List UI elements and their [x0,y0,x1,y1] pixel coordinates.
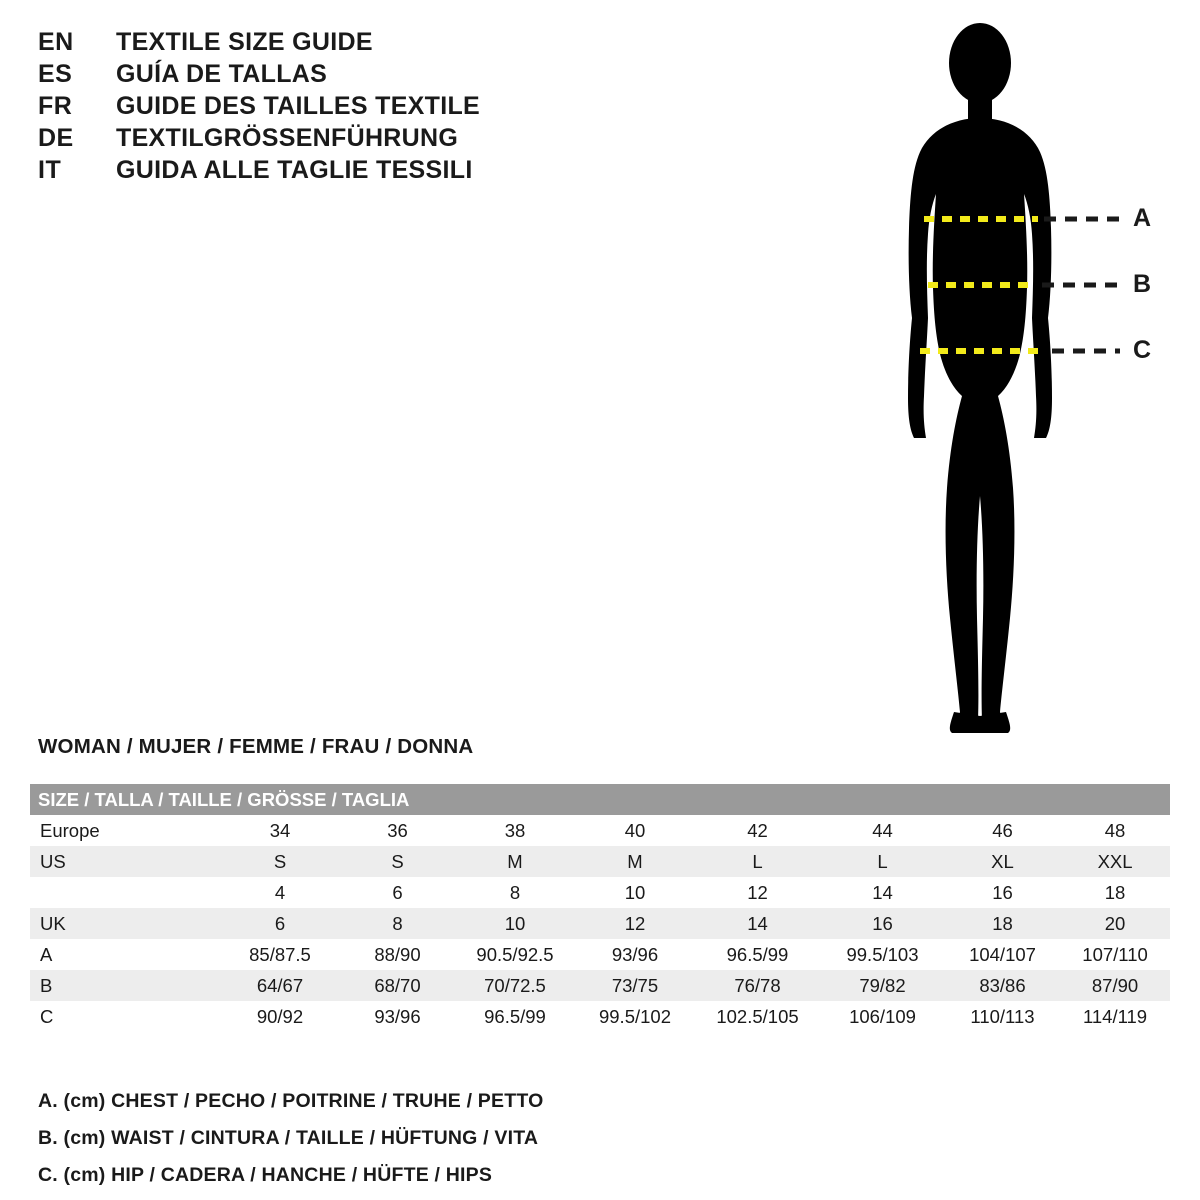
cell-europe-0: 34 [220,815,340,846]
cell-europe-6: 46 [945,815,1060,846]
cell-b-5: 79/82 [820,970,945,1001]
cell-usnum-5: 14 [820,877,945,908]
table-row [30,939,1170,970]
cell-a-6: 104/107 [945,939,1060,970]
cell-europe-3: 40 [575,815,695,846]
cell-us-0: S [220,846,340,877]
title-row-fr [38,92,598,121]
footnote-b: B. (cm) WAIST / CINTURA / TAILLE / HÜFTUNG / VITA [38,1127,539,1149]
table-row [30,877,1170,908]
cell-usnum-1: 6 [340,877,455,908]
cell-c-7: 114/119 [1060,1001,1170,1032]
cell-b-3: 73/75 [575,970,695,1001]
table-row [30,1001,1170,1032]
cell-uk-5: 16 [820,908,945,939]
cell-a-2: 90.5/92.5 [455,939,575,970]
cell-c-2: 96.5/99 [455,1001,575,1032]
cell-b-4: 76/78 [695,970,820,1001]
language-code-de: DE [38,124,74,152]
cell-c-1: 93/96 [340,1001,455,1032]
table-row [30,815,1170,846]
silhouette-svg [850,18,1180,738]
cell-uk-7: 20 [1060,908,1170,939]
cell-us-6: XL [945,846,1060,877]
language-code-it: IT [38,156,62,184]
section-heading-woman: WOMAN / MUJER / FEMME / FRAU / DONNA [38,735,474,758]
cell-c-5: 106/109 [820,1001,945,1032]
cell-c-3: 99.5/102 [575,1001,695,1032]
cell-uk-2: 10 [455,908,575,939]
cell-europe-1: 36 [340,815,455,846]
title-block [38,28,598,188]
size-table [30,784,1170,1032]
title-row-de [38,124,598,153]
title-text-es: GUÍA DE TALLAS [116,60,328,88]
table-header-label: SIZE / TALLA / TAILLE / GRÖSSE / TAGLIA [30,784,1170,815]
cell-us-5: L [820,846,945,877]
cell-c-0: 90/92 [220,1001,340,1032]
language-code-es: ES [38,60,73,88]
footnote-c: C. (cm) HIP / CADERA / HANCHE / HÜFTE / HIPS [38,1164,493,1186]
cell-uk-0: 6 [220,908,340,939]
cell-uk-1: 8 [340,908,455,939]
cell-b-7: 87/90 [1060,970,1170,1001]
cell-usnum-7: 18 [1060,877,1170,908]
cell-us-2: M [455,846,575,877]
woman-silhouette-icon [908,23,1052,733]
cell-usnum-4: 12 [695,877,820,908]
title-row-es [38,60,598,89]
cell-c-4: 102.5/105 [695,1001,820,1032]
cell-europe-2: 38 [455,815,575,846]
cell-a-7: 107/110 [1060,939,1170,970]
cell-uk-3: 12 [575,908,695,939]
title-row-en [38,28,598,57]
table-row [30,846,1170,877]
language-code-en: EN [38,28,74,56]
cell-usnum-0: 4 [220,877,340,908]
cell-c-6: 110/113 [945,1001,1060,1032]
size-table-wrapper [30,784,1170,1032]
cell-uk-4: 14 [695,908,820,939]
table-row [30,970,1170,1001]
footnotes-block [38,1090,738,1200]
cell-b-0: 64/67 [220,970,340,1001]
table-header-row [30,784,1170,815]
title-text-it: GUIDA ALLE TAGLIE TESSILI [116,156,473,184]
cell-a-4: 96.5/99 [695,939,820,970]
title-row-it [38,156,598,185]
cell-a-0: 85/87.5 [220,939,340,970]
row-label-uk: UK [30,908,220,939]
cell-us-1: S [340,846,455,877]
title-text-en: TEXTILE SIZE GUIDE [116,28,373,56]
row-label-c: C [30,1001,220,1032]
cell-uk-6: 18 [945,908,1060,939]
footnote-a: A. (cm) CHEST / PECHO / POITRINE / TRUHE / PETTO [38,1090,544,1112]
title-text-de: TEXTILGRÖSSENFÜHRUNG [116,124,459,152]
row-label-europe: Europe [30,815,220,846]
cell-us-3: M [575,846,695,877]
cell-usnum-3: 10 [575,877,695,908]
cell-b-6: 83/86 [945,970,1060,1001]
cell-us-4: L [695,846,820,877]
title-text-fr: GUIDE DES TAILLES TEXTILE [116,92,481,120]
row-label-a: A [30,939,220,970]
cell-b-2: 70/72.5 [455,970,575,1001]
marker-label-c: C [1133,336,1152,364]
female-silhouette-figure [850,18,1180,738]
marker-label-b: B [1133,270,1152,298]
table-row [30,908,1170,939]
cell-europe-7: 48 [1060,815,1170,846]
language-code-fr: FR [38,92,73,120]
row-label-us: US [30,846,220,877]
cell-europe-4: 42 [695,815,820,846]
cell-usnum-2: 8 [455,877,575,908]
cell-a-5: 99.5/103 [820,939,945,970]
cell-b-1: 68/70 [340,970,455,1001]
cell-usnum-6: 16 [945,877,1060,908]
cell-a-1: 88/90 [340,939,455,970]
cell-us-7: XXL [1060,846,1170,877]
row-label-us-numeric [30,877,220,908]
row-label-b: B [30,970,220,1001]
marker-label-a: A [1133,204,1152,232]
cell-a-3: 93/96 [575,939,695,970]
cell-europe-5: 44 [820,815,945,846]
